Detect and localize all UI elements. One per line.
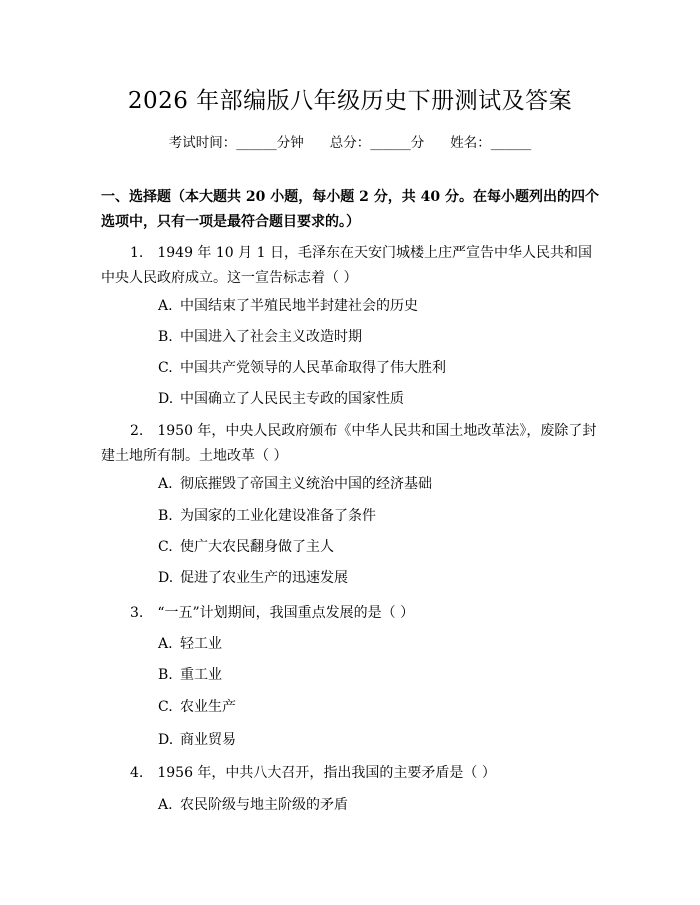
option-text: 农业生产 xyxy=(180,699,236,715)
option xyxy=(158,697,598,717)
option-text: 促进了农业生产的迅速发展 xyxy=(180,570,348,586)
option-text: 中国共产党领导的人民革命取得了伟大胜利 xyxy=(180,360,446,376)
option xyxy=(158,568,598,588)
option-letter: C. xyxy=(158,360,173,376)
option-text: 中国确立了人民民主专政的国家性质 xyxy=(180,391,404,407)
option xyxy=(158,506,598,526)
option-letter: B. xyxy=(158,329,173,345)
section-heading: 一、选择题（本大题共 20 小题，每小题 2 分，共 40 分。在每小题列出的四个选项中，只有一项是最符合题目要求的。） xyxy=(101,189,599,230)
student-name-field: 姓名：______ xyxy=(450,135,532,151)
option xyxy=(158,537,598,557)
option-text: 为国家的工业化建设准备了条件 xyxy=(180,508,376,524)
option xyxy=(158,296,598,316)
option-text: 商业贸易 xyxy=(180,732,236,748)
option-text: 中国进入了社会主义改造时期 xyxy=(180,329,362,345)
option-letter: B. xyxy=(158,667,173,683)
option xyxy=(158,358,598,378)
question-stem: 3. “一五”计划期间，我国重点发展的是（ ） xyxy=(130,605,415,621)
option-letter: D. xyxy=(158,570,174,586)
exam-meta-line xyxy=(0,131,700,151)
question-stem: 1. 1949 年 10 月 1 日，毛泽东在天安门城楼上庄严宣告中华人民共和国中央人民政府成立。这一宣告标志着（ ） xyxy=(101,245,592,286)
total-score-field: 总分：______分 xyxy=(329,135,425,151)
question-stem: 2. 1950 年，中央人民政府颁布《中华人民共和国土地改革法》，废除了封建土地所有制。土地改革（ ） xyxy=(101,423,597,464)
option xyxy=(158,327,598,347)
option-text: 农民阶级与地主阶级的矛盾 xyxy=(180,797,348,813)
option-text: 重工业 xyxy=(180,667,222,683)
option xyxy=(158,795,598,815)
option xyxy=(158,634,598,654)
question-stem: 4. 1956 年，中共八大召开，指出我国的主要矛盾是（ ） xyxy=(130,765,496,781)
exam-time-field: 考试时间：______分钟 xyxy=(168,135,304,151)
option-letter: C. xyxy=(158,699,173,715)
option xyxy=(158,389,598,409)
option-text: 使广大农民翻身做了主人 xyxy=(180,539,334,555)
option-text: 彻底摧毁了帝国主义统治中国的经济基础 xyxy=(180,476,432,492)
option-letter: A. xyxy=(158,797,173,813)
option xyxy=(158,730,598,750)
option xyxy=(158,474,598,494)
option-letter: C. xyxy=(158,539,173,555)
option-letter: B. xyxy=(158,508,173,524)
option-letter: D. xyxy=(158,732,174,748)
page-title: 2026 年部编版八年级历史下册测试及答案 xyxy=(127,88,573,114)
option-letter: D. xyxy=(158,391,174,407)
option-text: 中国结束了半殖民地半封建社会的历史 xyxy=(180,298,418,314)
option-letter: A. xyxy=(158,476,173,492)
option xyxy=(158,665,598,685)
option-letter: A. xyxy=(158,636,173,652)
option-text: 轻工业 xyxy=(180,636,222,652)
option-letter: A. xyxy=(158,298,173,314)
